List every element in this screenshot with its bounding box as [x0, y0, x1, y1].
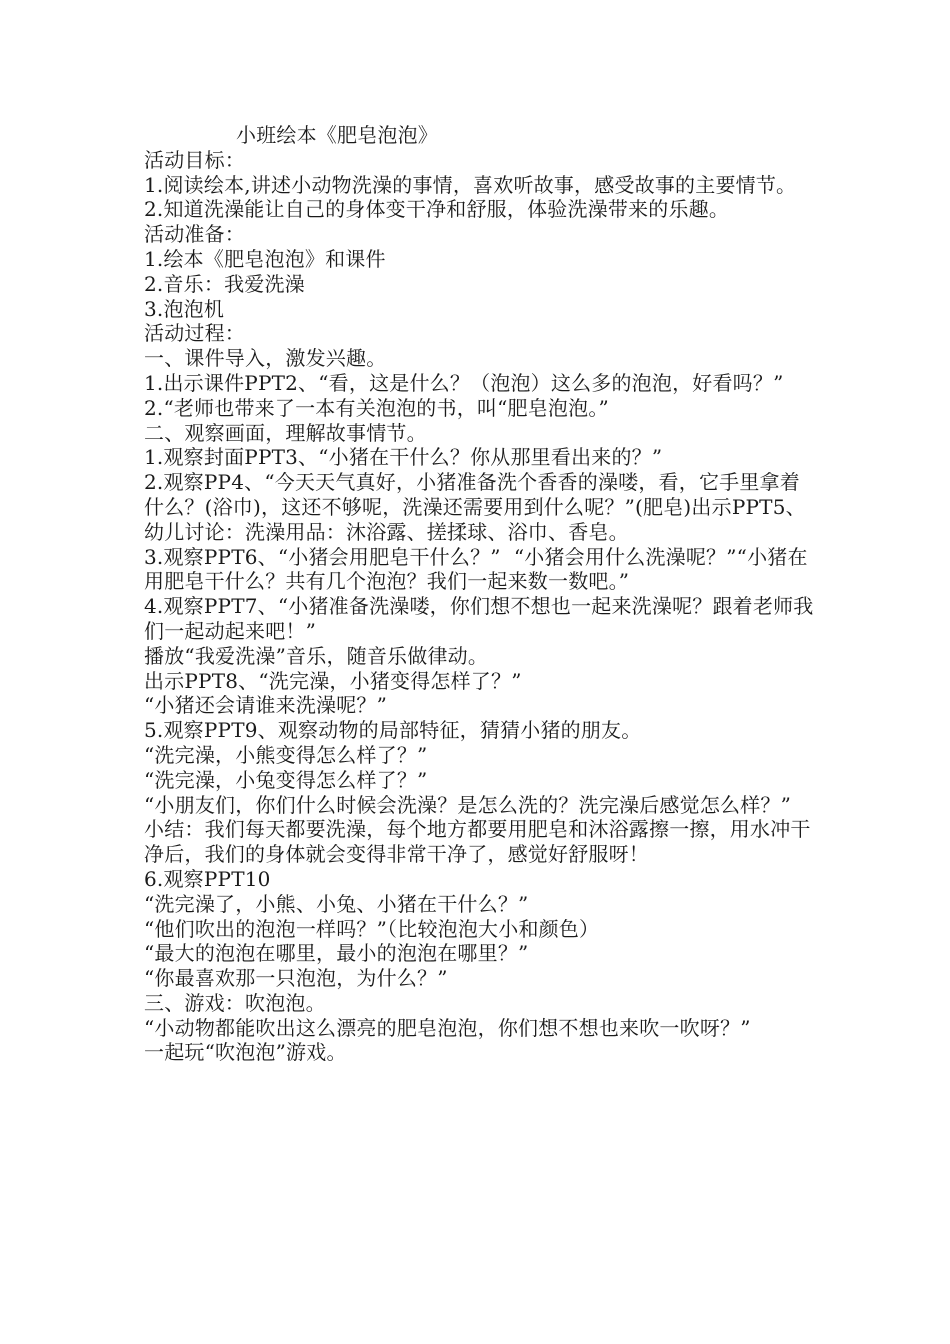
process-paragraph: 4.观察PPT7、“小猪准备洗澡喽，你们想不想也一起来洗澡呢？跟着老师我们一起动起来吧！”: [144, 594, 814, 643]
process-step-heading: 二、观察画面，理解故事情节。: [144, 420, 427, 445]
process-paragraph: 出示PPT8、“洗完澡，小猪变得怎样了？”: [144, 668, 522, 693]
process-paragraph: 播放“我爱洗澡”音乐，随音乐做律动。: [144, 643, 489, 668]
process-step-heading: 一、课件导入，激发兴趣。: [144, 346, 387, 371]
process-paragraph: “洗完澡，小兔变得怎么样了？”: [144, 767, 428, 792]
goal-item: 1.阅读绘本,讲述小动物洗澡的事情，喜欢听故事，感受故事的主要情节。: [144, 172, 797, 197]
process-paragraph: 1.出示课件PPT2、“看，这是什么？（泡泡）这么多的泡泡，好看吗？”: [144, 370, 784, 395]
process-paragraph: “你最喜欢那一只泡泡，为什么？”: [144, 966, 448, 991]
document-title: 小班绘本《肥皂泡泡》: [236, 123, 438, 147]
process-paragraph: 一起玩“吹泡泡”游戏。: [144, 1040, 347, 1065]
process-paragraph: “他们吹出的泡泡一样吗？”（比较泡泡大小和颜色）: [144, 916, 600, 941]
process-paragraph: 6.观察PPT10: [144, 866, 271, 891]
section-heading-process: 活动过程：: [144, 321, 245, 346]
process-paragraph: “小动物都能吹出这么漂亮的肥皂泡泡，你们想不想也来吹一吹呀？”: [144, 1015, 751, 1040]
process-paragraph: 2.观察PP4、“今天天气真好，小猪准备洗个香香的澡喽，看，它手里拿着什么？(浴巾)，这还不够呢，洗澡还需要用到什么呢？”(肥皂)出示PPT5、幼儿讨论：洗澡用品：沐浴露、搓揉球、浴巾、香皂。: [144, 470, 806, 544]
section-heading-goals: 活动目标：: [144, 147, 245, 172]
preparation-item: 3.泡泡机: [144, 296, 225, 321]
section-heading-preparation: 活动准备：: [144, 222, 245, 247]
process-paragraph: 3.观察PPT6、“小猪会用肥皂干什么？” “小猪会用什么洗澡呢？”“小猪在用肥皂干什么？共有几个泡泡？我们一起来数一数吧。”: [144, 544, 808, 594]
process-paragraph: “小朋友们，你们什么时候会洗澡？是怎么洗的？洗完澡后感觉怎么样？”: [144, 792, 792, 817]
process-paragraph: “洗完澡，小熊变得怎么样了？”: [144, 742, 428, 767]
summary-paragraph: 小结：我们每天都要洗澡，每个地方都要用肥皂和沐浴露擦一擦，用水冲干净后，我们的身体就会变得非常干净了，感觉好舒服呀！: [144, 817, 811, 867]
preparation-item: 1.绘本《肥皂泡泡》和课件: [144, 246, 386, 271]
preparation-item: 2.音乐：我爱洗澡: [144, 271, 305, 296]
process-paragraph: “小猪还会请谁来洗澡呢？”: [144, 693, 388, 718]
process-paragraph: 1.观察封面PPT3、“小猪在干什么？你从那里看出来的？”: [144, 445, 663, 470]
process-paragraph: 2.“老师也带来了一本有关泡泡的书，叫“肥皂泡泡。”: [144, 395, 609, 420]
process-paragraph: “洗完澡了，小熊、小兔、小猪在干什么？”: [144, 891, 529, 916]
goal-item: 2.知道洗澡能让自己的身体变干净和舒服，体验洗澡带来的乐趣。: [144, 197, 730, 222]
process-paragraph: “最大的泡泡在哪里，最小的泡泡在哪里？”: [144, 941, 529, 966]
process-paragraph: 5.观察PPT9、观察动物的局部特征，猜猜小猪的朋友。: [144, 718, 642, 743]
process-step-heading: 三、游戏：吹泡泡。: [144, 990, 326, 1015]
document-body: [144, 123, 814, 1065]
